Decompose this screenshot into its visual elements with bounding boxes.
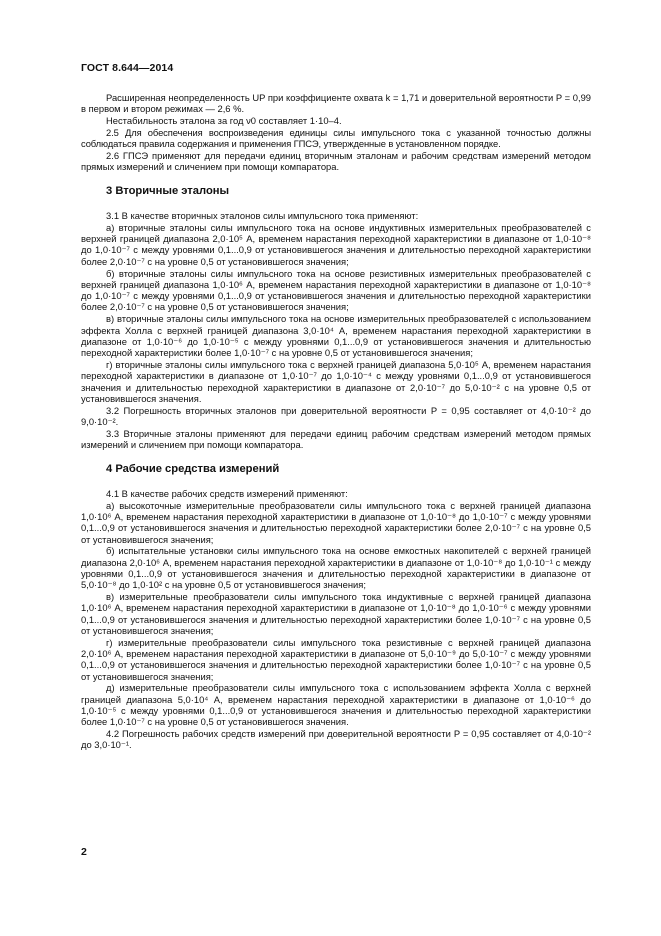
paragraph-3-2: 3.2 Погрешность вторичных эталонов при доверительной вероятности P = 0,95 составляет от 4,0·10⁻² до 9,0·10⁻².: [81, 404, 591, 427]
document-header: ГОСТ 8.644—2014: [81, 62, 174, 74]
paragraph-4-1-d: д) измерительные преобразователи силы импульсного тока с использованием эффекта Холла с верхней границей диапазона 5,0·10⁴ А, временем нарастания переходной характеристики в диапазоне от 1,0·10⁻⁶ до 1,0·10⁻⁵ с между уровнями 0,1...0,9 от установившегося значения и длительностью переходной характеристики более 1,0·10⁻⁷ с на уровне 0,5 от установившегося значения.: [81, 682, 591, 728]
paragraph-2-6: 2.6 ГПСЭ применяют для передачи единиц вторичным эталонам и рабочим средствам измерений методом прямых измерений и сличением при помощи компаратора.: [81, 149, 591, 173]
paragraph-4-2: 4.2 Погрешность рабочих средств измерений при доверительной вероятности P = 0,95 составляет от 4,0·10⁻² до 3,0·10⁻¹.: [81, 728, 591, 751]
paragraph-3-1-b: б) вторичные эталоны силы импульсного тока на основе резистивных измерительных преобразователей с верхней границей диапазона 1,0·10⁶ А, временем нарастания переходной характеристики в диапазоне от 1,0·10⁻⁸ до 1,0·10⁻⁷ с между уровнями 0,1...0,9 от установившегося значения и длительностью переходной характеристики более 2,0·10⁻⁷ с на уровне 0,5 от установившегося значения;: [81, 267, 591, 313]
paragraph-instability: Нестабильность эталона за год ν0 составляет 1·10–4.: [106, 115, 342, 127]
section-3-heading: 3 Вторичные эталоны: [106, 185, 230, 198]
paragraph-4-1-b: б) испытательные установки силы импульсного тока на основе емкостных накопителей с верхней границей диапазона 2,0·10⁶ А, временем нарастания переходной характеристики в диапазоне от 1,0·10⁻⁸ до 1,0·10⁻¹ с между уровнями 0,1...0,9 от установившегося значения и длительностью переходной характеристики в диапазоне от 5,0·10⁻⁸ до 1,0·10² с на уровне 0,5 от установившегося значения;: [81, 545, 591, 591]
document-body: [81, 92, 591, 751]
paragraph-4-1-g: г) измерительные преобразователи силы импульсного тока резистивные с верхней границей диапазона 2,0·10⁶ А, временем нарастания переходной характеристики в диапазоне от 5,0·10⁻⁹ до 5,0·10⁻⁷ с между уровнями 0,1...0,9 от установившегося значения и длительностью переходной характеристики более 1,0·10⁻⁷ с на уровне 0,5 от установившегося значения;: [81, 636, 591, 682]
paragraph-4-1: 4.1 В качестве рабочих средств измерений применяют:: [106, 487, 348, 499]
page-number: 2: [81, 846, 87, 858]
paragraph-3-1-g: г) вторичные эталоны силы импульсного тока с верхней границей диапазона 5,0·10⁵ А, временем нарастания переходной характеристики в диапазоне от 1,0·10⁻⁷ до 1,0·10⁻⁴ с между уровнями 0,1...0,9 от установившегося значения и длительностью переходной характеристики в диапазоне от 2,0·10⁻⁷ до 5,0·10⁻² с на уровне 0,5 от установившегося значения.: [81, 358, 591, 404]
paragraph-4-1-a: а) высокоточные измерительные преобразователи силы импульсного тока с верхней границей диапазона 1,0·10⁶ А, временем нарастания переходной характеристики в диапазоне от 1,0·10⁻⁸ до 1,0·10⁻⁷ с между уровнями 0,1...0,9 от установившегося значения и длительностью переходной характеристики более 2,0·10⁻⁷ с на уровне 0,5 от установившегося значения;: [81, 499, 591, 545]
paragraph-2-5: 2.5 Для обеспечения воспроизведения единицы силы импульсного тока с указанной точностью должны соблюдаться правила содержания и применения ГПСЭ, утвержденные в установленном порядке.: [81, 126, 591, 150]
paragraph-3-3: 3.3 Вторичные эталоны применяют для передачи единиц рабочим средствам измерений методом прямых измерений и сличением при помощи компаратора.: [81, 427, 591, 451]
paragraph-3-1: 3.1 В качестве вторичных эталонов силы импульсного тока применяют:: [106, 210, 419, 222]
paragraph-4-1-v: в) измерительные преобразователи силы импульсного тока индуктивные с верхней границей диапазона 1,0·10⁶ А, временем нарастания переходной характеристики в диапазоне от 1,0·10⁻⁸ до 1,0·10⁻⁶ с между уровнями 0,1...0,9 от установившегося значения и длительностью переходной характеристики более 1,0·10⁻⁷ с на уровне 0,5 от установившегося значения;: [81, 590, 591, 636]
paragraph-3-1-a: а) вторичные эталоны силы импульсного тока на основе индуктивных измерительных преобразователей с верхней границей диапазона 2,0·10⁵ А, временем нарастания переходной характеристики в диапазоне от 1,0·10⁻⁸ до 1,0·10⁻⁷ с между уровнями 0,1...0,9 от установившегося значения и длительностью переходной характеристики более 2,0·10⁻⁷ с на уровне 0,5 от установившегося значения;: [81, 221, 591, 267]
section-4-heading: 4 Рабочие средства измерений: [106, 462, 280, 475]
paragraph-uncertainty: Расширенная неопределенность UP при коэффициенте охвата k = 1,71 и доверительной вероятности P = 0,99 в первом и втором режимах — 2,6 %.: [81, 92, 591, 115]
paragraph-3-1-v: в) вторичные эталоны силы импульсного тока на основе измерительных преобразователей с использованием эффекта Холла с верхней границей диапазона 3,0·10⁴ А, временем нарастания переходной характеристики в диапазоне от 1,0·10⁻⁶ до 1,0·10⁻⁵ с между уровнями 0,1...0,9 от установившегося значения и длительностью переходной характеристики более 1,0·10⁻⁷ с на уровне 0,5 от установившегося значения;: [81, 313, 591, 359]
